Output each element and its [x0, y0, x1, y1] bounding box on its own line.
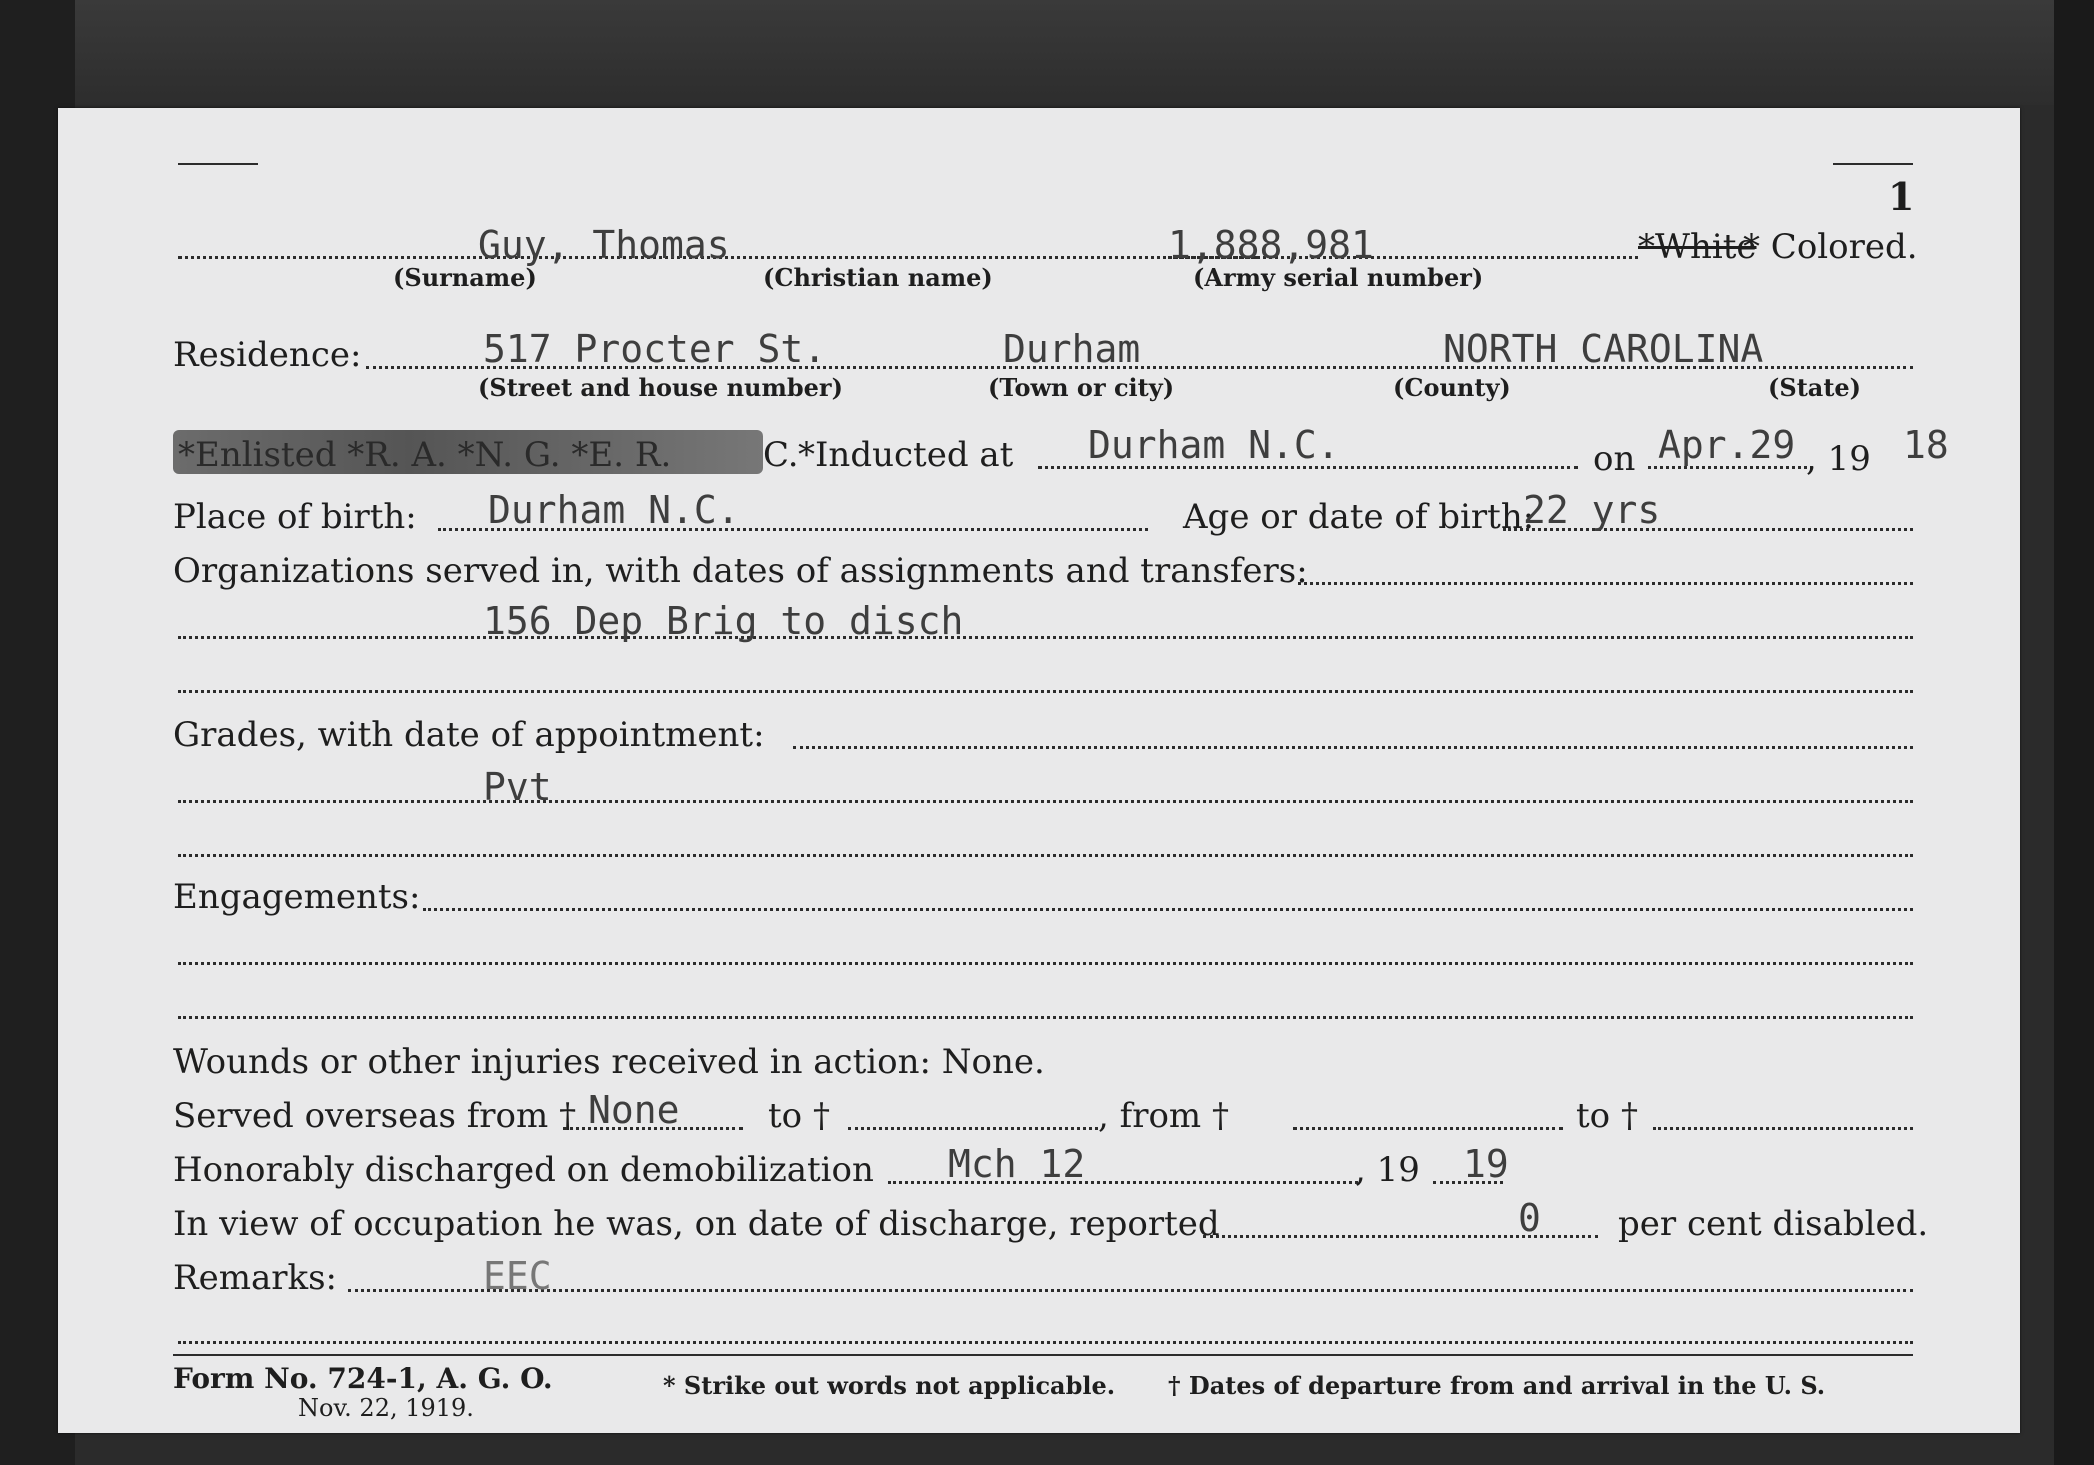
wounds-text: Wounds or other injuries received in action: None. [173, 1042, 1045, 1082]
age-value: 22 yrs [1523, 488, 1661, 532]
organizations-value: 156 Dep Brig to disch [483, 599, 964, 643]
surname-caption: (Surname) [393, 263, 537, 292]
inducted-year: 18 [1903, 423, 1949, 467]
street-caption: (Street and house number) [478, 373, 843, 402]
serial-value: 1,888,981 [1168, 223, 1374, 267]
inducted-date: Apr.29 [1658, 423, 1796, 467]
discharge-year-prefix: , 19 [1355, 1150, 1420, 1190]
overseas-to-line [848, 1127, 1098, 1130]
organizations-line-3 [178, 690, 1913, 693]
race-white-struck: *White [1638, 227, 1757, 267]
disability-label: In view of occupation he was, on date of discharge, reported [173, 1204, 1220, 1244]
place-of-birth-label: Place of birth: [173, 497, 417, 537]
residence-town: Durham [1003, 327, 1141, 371]
service-record-card [58, 108, 2020, 1433]
inducted-place: Durham N.C. [1088, 423, 1340, 467]
engagements-label: Engagements: [173, 877, 421, 917]
residence-street: 517 Procter St. [483, 327, 827, 371]
form-number: Form No. 724-1, A. G. O. [173, 1362, 553, 1395]
remarks-line-2 [178, 1341, 1913, 1344]
overseas-to-label: to † [768, 1096, 830, 1136]
name-value: Guy, Thomas [478, 223, 730, 267]
inducted-label: *Inducted at [798, 435, 1014, 475]
christian-name-caption: (Christian name) [763, 263, 993, 292]
remarks-label: Remarks: [173, 1258, 337, 1298]
enlistment-struck-text: *Enlisted *R. A. *N. G. *E. R. [178, 435, 672, 475]
discharge-year: 19 [1463, 1142, 1509, 1186]
remarks-value: EEC [483, 1254, 552, 1298]
town-caption: (Town or city) [988, 373, 1175, 402]
remarks-line-1 [348, 1289, 1913, 1292]
age-label: Age or date of birth: [1183, 497, 1535, 537]
engagements-line-3 [178, 1016, 1913, 1019]
page-number: 1 [1888, 174, 1915, 219]
engagements-line-1 [423, 908, 1913, 911]
form-date: Nov. 22, 1919. [298, 1394, 474, 1422]
disability-value: 0 [1518, 1196, 1541, 1240]
grades-line-2 [178, 800, 1913, 803]
enlistment-remaining: C. [763, 435, 799, 475]
overseas-from-value: None [588, 1088, 680, 1132]
residence-label: Residence: [173, 335, 362, 375]
footer-rule [173, 1354, 1913, 1356]
top-left-rule [178, 163, 258, 165]
footnote-strike-out: * Strike out words not applicable. [663, 1371, 1116, 1400]
overseas-from2-line [1293, 1127, 1563, 1130]
organizations-label: Organizations served in, with dates of assignments and transfers: [173, 551, 1308, 591]
grades-value: Pvt [483, 765, 552, 809]
discharge-label: Honorably discharged on demobilization [173, 1150, 874, 1190]
footnote-dates: † Dates of departure from and arrival in the U. S. [1168, 1371, 1826, 1400]
disability-suffix: per cent disabled. [1618, 1204, 1929, 1244]
county-caption: (County) [1393, 373, 1511, 402]
state-caption: (State) [1768, 373, 1862, 402]
overseas-label: Served overseas from † [173, 1096, 577, 1136]
overseas-to2-line [1653, 1127, 1913, 1130]
serial-caption: (Army serial number) [1193, 263, 1484, 292]
grades-label: Grades, with date of appointment: [173, 715, 765, 755]
discharge-date: Mch 12 [948, 1142, 1086, 1186]
overseas-from2-label: , from † [1098, 1096, 1229, 1136]
organizations-line-1 [1298, 582, 1913, 585]
overseas-to2-label: to † [1576, 1096, 1638, 1136]
grades-line-1 [793, 746, 1913, 749]
place-of-birth-value: Durham N.C. [488, 488, 740, 532]
scan-background-top [0, 0, 2094, 105]
organizations-line-2 [178, 636, 1913, 639]
inducted-year-prefix: , 19 [1806, 439, 1871, 479]
race-colored: * Colored. [1743, 227, 1918, 267]
engagements-line-2 [178, 962, 1913, 965]
scan-background-right [2054, 0, 2094, 1465]
grades-line-3 [178, 854, 1913, 857]
top-right-rule [1833, 163, 1913, 165]
inducted-on-label: on [1593, 439, 1636, 479]
residence-state: NORTH CAROLINA [1443, 327, 1764, 371]
